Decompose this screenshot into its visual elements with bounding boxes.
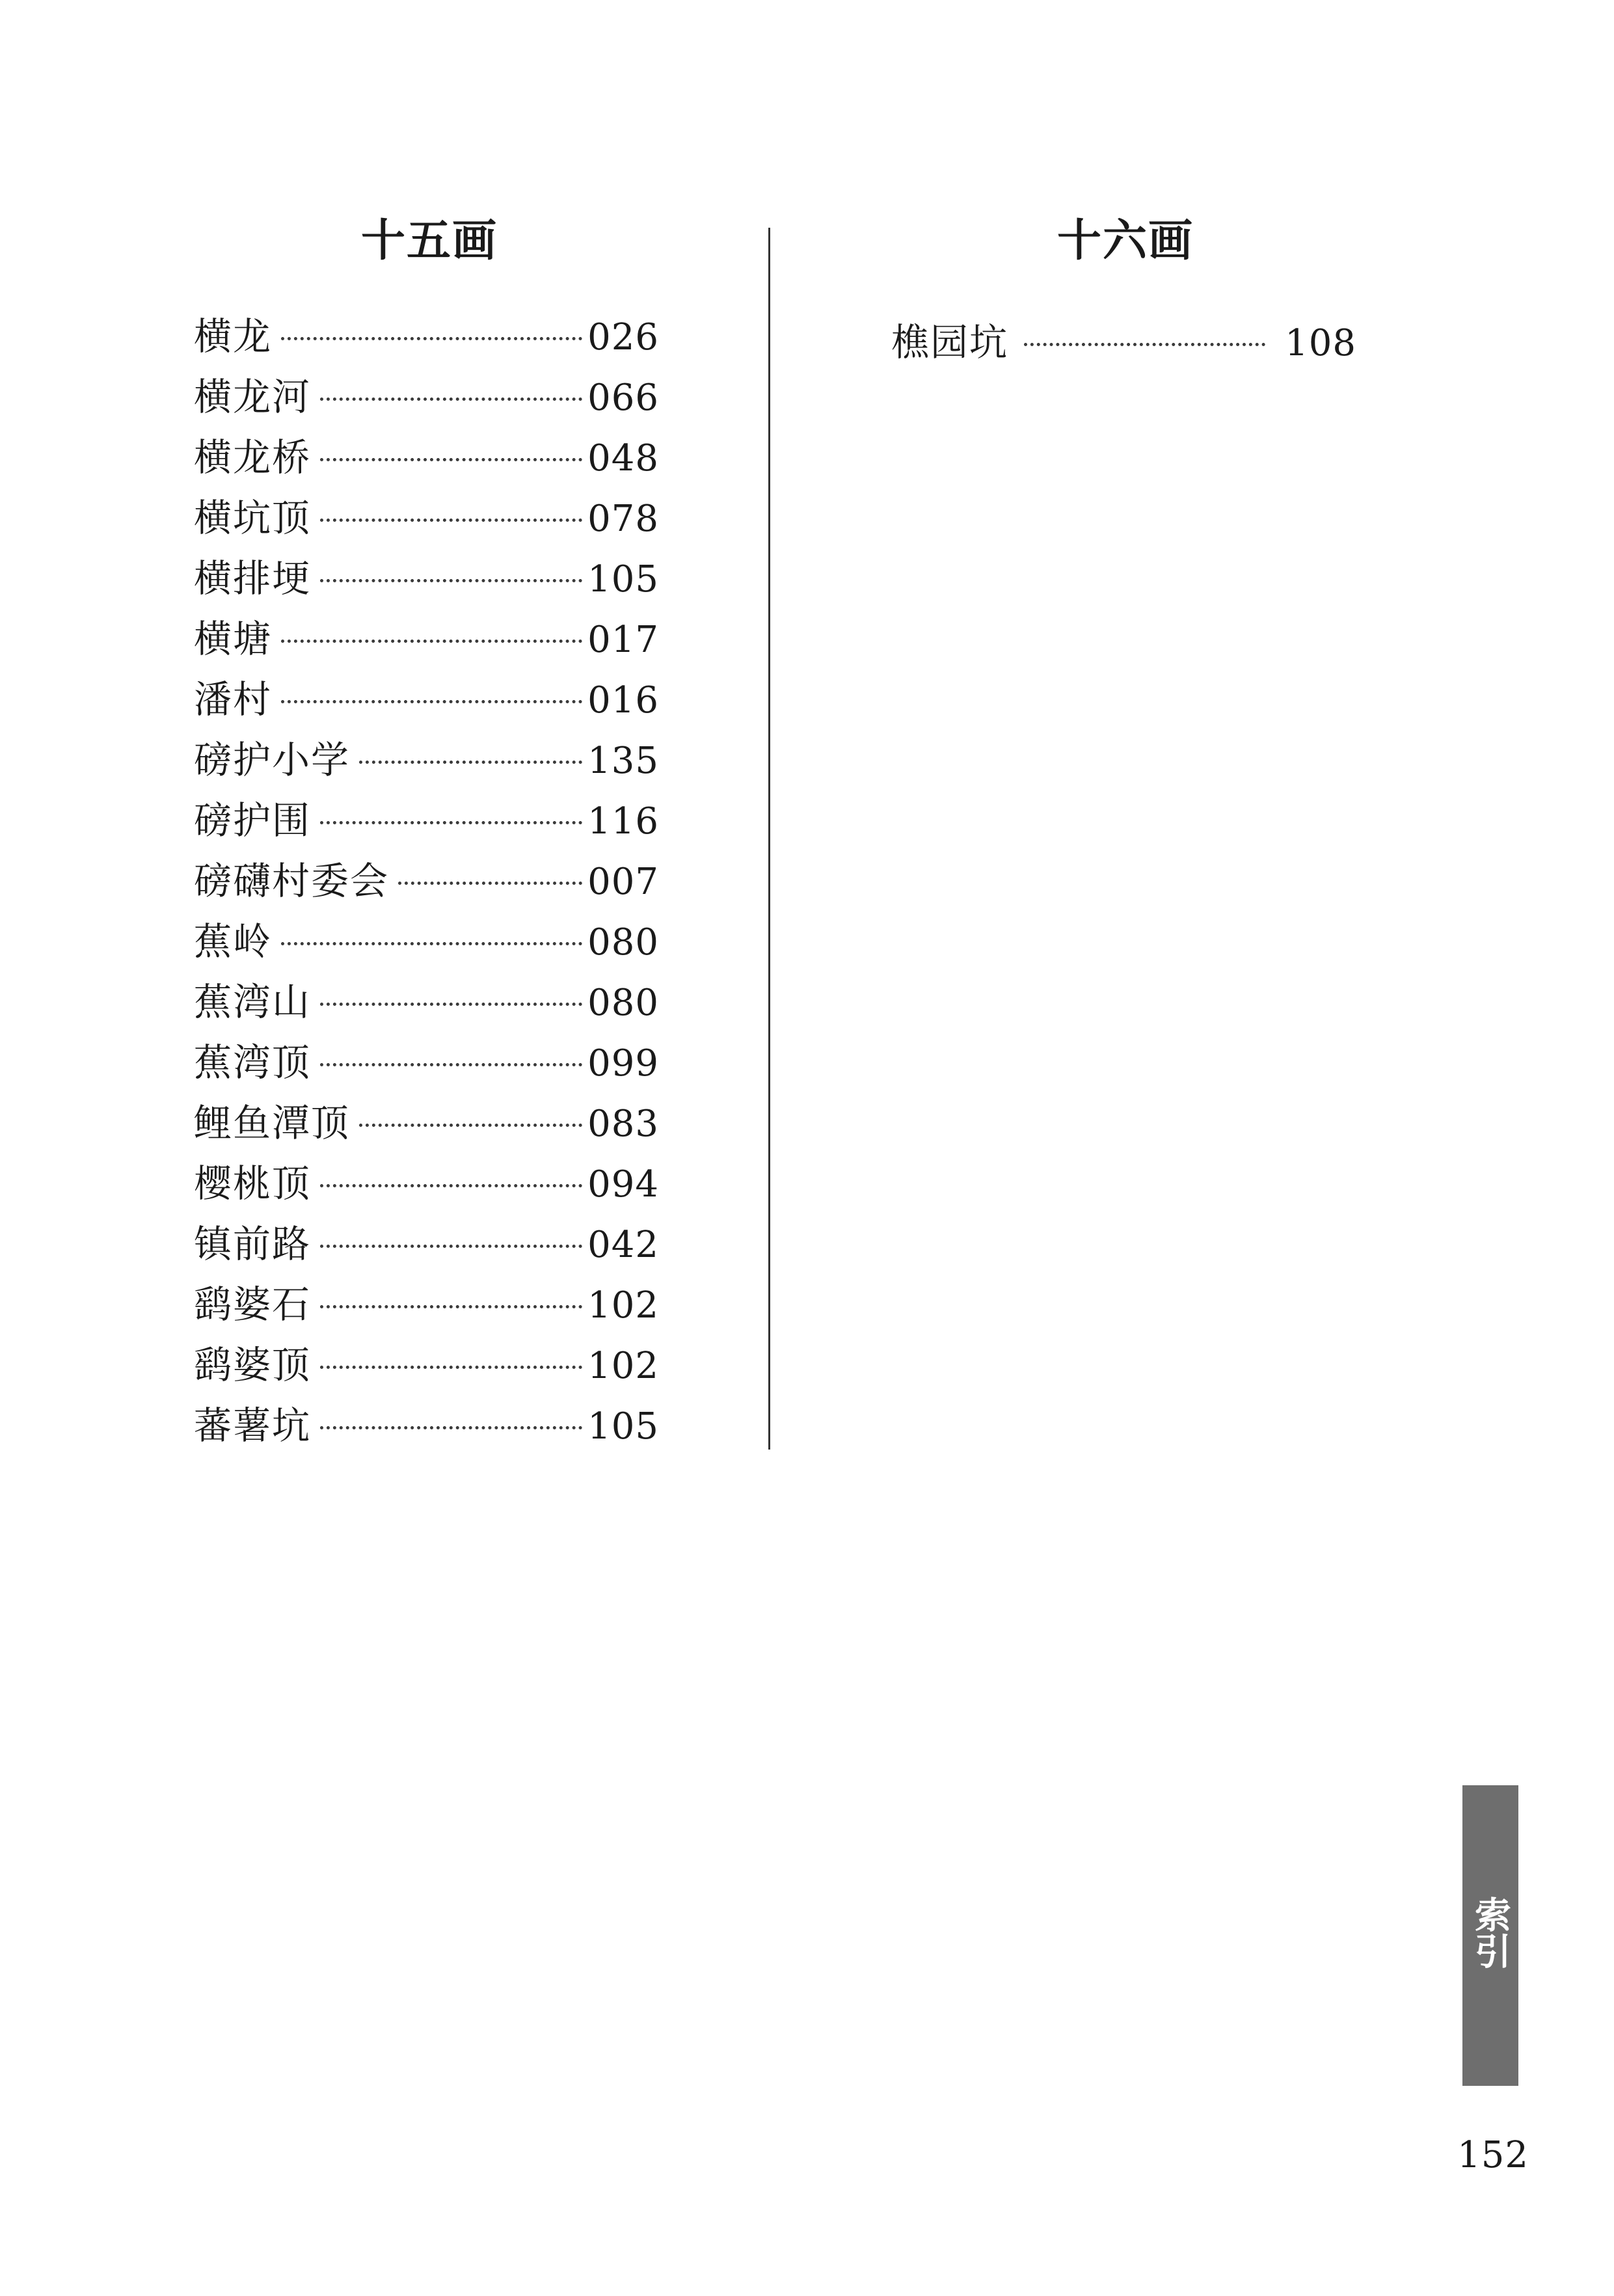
index-entry[interactable]: [194, 1335, 659, 1396]
dot-leader: [320, 1003, 582, 1006]
entry-page-number: 007: [587, 861, 659, 903]
entry-name: 鹞婆石: [194, 1282, 312, 1327]
dot-leader: [359, 761, 582, 764]
index-entry[interactable]: [194, 1214, 659, 1275]
index-entry[interactable]: [891, 312, 1356, 373]
index-list-16-strokes: [891, 312, 1356, 373]
entry-page-number: 094: [587, 1163, 659, 1206]
index-entry[interactable]: [194, 1093, 659, 1154]
entry-page-number: 105: [587, 558, 659, 601]
dot-leader: [398, 882, 582, 885]
index-entry[interactable]: [194, 730, 659, 790]
index-entry[interactable]: [194, 972, 659, 1033]
dot-leader: [1024, 343, 1265, 346]
entry-page-number: 105: [587, 1405, 659, 1448]
dot-leader: [281, 640, 582, 643]
entry-name: 蕉湾山: [194, 980, 312, 1024]
index-entry[interactable]: [194, 790, 659, 851]
entry-name: 磅护围: [194, 798, 312, 843]
dot-leader: [281, 337, 582, 340]
dot-leader: [281, 942, 582, 945]
index-entry[interactable]: [194, 488, 659, 548]
entry-page-number: 080: [587, 921, 659, 964]
column-divider: [768, 228, 770, 1450]
entry-page-number: 083: [587, 1103, 659, 1145]
entry-page-number: 116: [587, 800, 659, 843]
dot-leader: [320, 579, 582, 582]
entry-name: 横坑顶: [194, 496, 312, 540]
index-entry[interactable]: [194, 1154, 659, 1214]
entry-page-number: 102: [587, 1284, 659, 1327]
entry-name: 横龙河: [194, 375, 312, 419]
index-list-15-strokes: [194, 306, 659, 1456]
entry-name: 鹞婆顶: [194, 1343, 312, 1387]
dot-leader: [320, 1245, 582, 1248]
entry-page-number: 080: [587, 982, 659, 1024]
entry-name: 鲤鱼潭顶: [194, 1101, 351, 1145]
entry-name: 潘村: [194, 677, 273, 722]
index-entry[interactable]: [194, 548, 659, 609]
dot-leader: [320, 1063, 582, 1066]
entry-name: 樵园坑: [891, 320, 1009, 364]
entry-name: 横塘: [194, 617, 273, 661]
entry-name: 蕃薯坑: [194, 1403, 312, 1448]
entry-name: 磅护小学: [194, 738, 351, 782]
side-tab-label: 索引: [1469, 1896, 1512, 1969]
entry-name: 横龙: [194, 314, 273, 358]
entry-name: 横龙桥: [194, 435, 312, 479]
entry-name: 横排埂: [194, 556, 312, 601]
dot-leader: [320, 519, 582, 522]
dot-leader: [320, 398, 582, 401]
entry-name: 蕉湾顶: [194, 1040, 312, 1085]
dot-leader: [320, 821, 582, 824]
index-entry[interactable]: [194, 306, 659, 367]
index-entry[interactable]: [194, 367, 659, 427]
dot-leader: [320, 1366, 582, 1369]
entry-page-number: 017: [587, 619, 659, 661]
dot-leader: [281, 700, 582, 703]
section-title-16-strokes: 十六画: [1056, 215, 1194, 267]
entry-page-number: 042: [587, 1224, 659, 1266]
entry-page-number: 099: [587, 1042, 659, 1085]
entry-page-number: 016: [587, 679, 659, 722]
entry-page-number: 026: [587, 316, 659, 358]
entry-page-number: 135: [587, 740, 659, 782]
index-entry[interactable]: [194, 1396, 659, 1456]
index-entry[interactable]: [194, 1275, 659, 1335]
page-number: 152: [1457, 2134, 1529, 2176]
dot-leader: [359, 1124, 582, 1127]
entry-name: 樱桃顶: [194, 1161, 312, 1206]
index-entry[interactable]: [194, 427, 659, 488]
section-title-15-strokes: 十五画: [360, 215, 498, 267]
entry-page-number: 066: [587, 377, 659, 419]
dot-leader: [320, 458, 582, 461]
index-entry[interactable]: [194, 1033, 659, 1093]
entry-name: 磅礴村委会: [194, 859, 390, 903]
entry-name: 蕉岭: [194, 919, 273, 964]
index-entry[interactable]: [194, 851, 659, 912]
dot-leader: [320, 1305, 582, 1308]
entry-page-number: 078: [587, 498, 659, 540]
index-side-tab[interactable]: [1462, 1785, 1518, 2086]
index-entry[interactable]: [194, 912, 659, 972]
index-entry[interactable]: [194, 609, 659, 669]
index-entry[interactable]: [194, 669, 659, 730]
entry-page-number: 108: [1285, 322, 1356, 364]
dot-leader: [320, 1426, 582, 1429]
dot-leader: [320, 1184, 582, 1187]
entry-name: 镇前路: [194, 1222, 312, 1266]
entry-page-number: 048: [587, 437, 659, 479]
entry-page-number: 102: [587, 1345, 659, 1387]
